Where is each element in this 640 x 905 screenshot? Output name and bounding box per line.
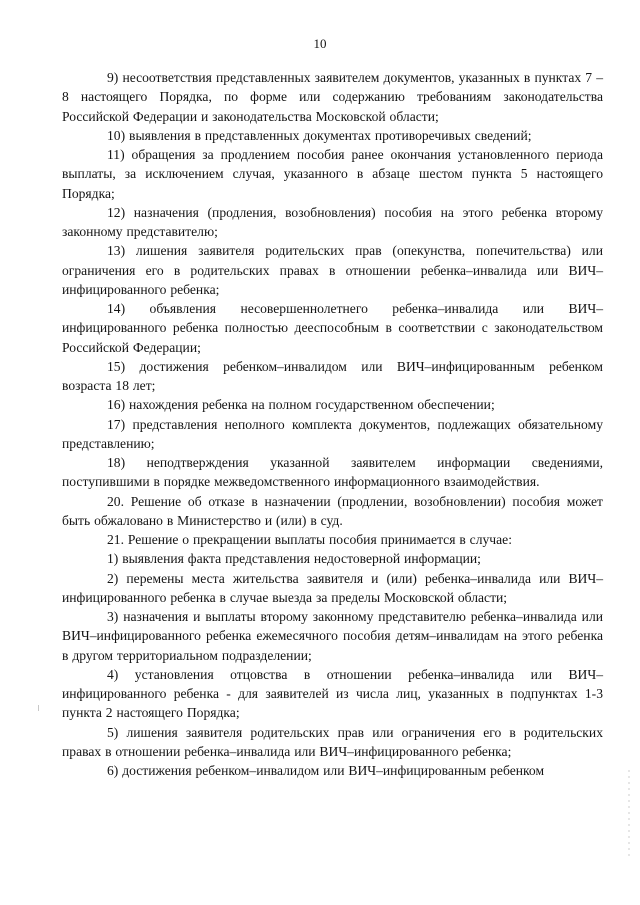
paragraph-refusal-18: 18) неподтверждения указанной заявителем информации сведениями, поступившими в порядке межведомственного информационного взаимодействия. — [62, 455, 603, 490]
paragraph-termination-3: 3) назначения и выплаты второму законному представителю ребенка–инвалида или ВИЧ–инфицированного ребенка ежемесячного пособия детям–инвалидам на этого ребенка в другом территориальном подразделении; — [62, 609, 603, 663]
paragraph-termination-1: 1) выявления факта представления недостоверной информации; — [107, 551, 481, 567]
paragraph-clause-21: 21. Решение о прекращении выплаты пособия принимается в случае: — [107, 532, 512, 547]
paragraph-refusal-9: 9) несоответствия представленных заявителем документов, указанных в пунктах 7 – 8 настоящего Порядка, по форме или содержанию требованиям законодательства Российской Федерации и законодательства Московской области; — [62, 70, 603, 124]
paragraph-refusal-17: 17) представления неполного комплекта документов, подлежащих обязательному представлению; — [62, 416, 603, 451]
paragraph-refusal-13: 13) лишения заявителя родительских прав (опекунства, попечительства) или ограничения его в родительских правах в отношении ребенка–инвалида или ВИЧ–инфицированного ребенка; — [62, 243, 603, 297]
paragraph-termination-6: 6) достижения ребенком–инвалидом или ВИЧ–инфицированным ребенком — [107, 763, 545, 778]
scan-margin-mark — [38, 705, 39, 711]
paragraph-refusal-15: 15) достижения ребенком–инвалидом или ВИЧ–инфицированным ребенком возраста 18 лет; — [62, 358, 603, 393]
paragraph-termination-5: 5) лишения заявителя родительских прав или ограничения его в родительских правах в отношении ребенка–инвалида или ВИЧ–инфицированного ребенка; — [62, 724, 603, 759]
page-number: 10 — [313, 36, 327, 51]
paragraph-refusal-11: 11) обращения за продлением пособия ранее окончания установленного периода выплаты, за исключением случая, указанного в абзаце шестом пункта 5 настоящего Порядка; — [62, 147, 603, 201]
paragraph-refusal-14: 14) объявления несовершеннолетнего ребенка–инвалида или ВИЧ–инфицированного ребенка полностью дееспособным в соответствии с законодательством Российской Федерации; — [62, 301, 603, 355]
paragraph-refusal-12: 12) назначения (продления, возобновления) пособия на этого ребенка второму законному представителю; — [62, 204, 603, 239]
paragraph-refusal-10: 10) выявления в представленных документах противоречивых сведений; — [107, 127, 532, 143]
paragraph-clause-20: 20. Решение об отказе в назначении (продлении, возобновлении) пособия может быть обжаловано в Министерство и (или) в суд. — [62, 493, 603, 528]
document-body — [62, 68, 603, 780]
paragraph-termination-4: 4) установления отцовства в отношении ребенка–инвалида или ВИЧ–инфицированного ребенка - для заявителей из числа лиц, указанных в подпунктах 1-3 пункта 2 настоящего Порядка; — [62, 666, 603, 721]
paragraph-termination-2: 2) перемены места жительства заявителя и (или) ребенка–инвалида или ВИЧ–инфицированного ребенка в случае выезда за пределы Московской области; — [62, 570, 603, 605]
scan-edge-noise — [628, 770, 630, 860]
paragraph-refusal-16: 16) нахождения ребенка на полном государственном обеспечении; — [107, 397, 495, 413]
